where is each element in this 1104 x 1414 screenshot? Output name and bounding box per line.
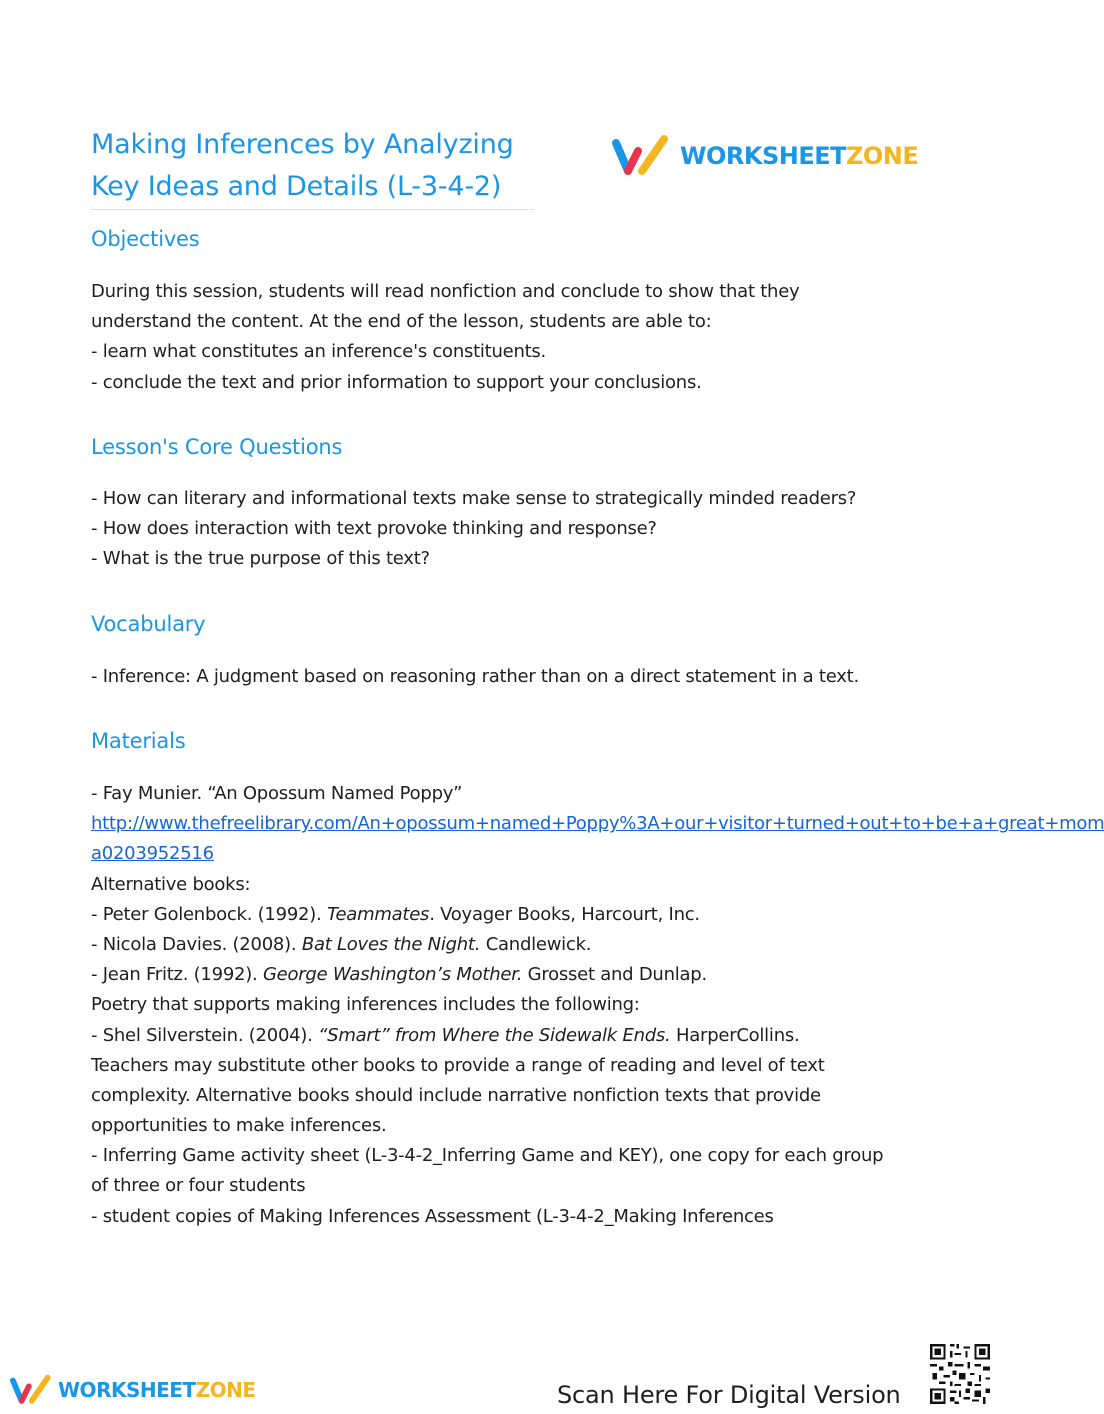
core-questions-heading: Lesson's Core Questions bbox=[91, 435, 343, 459]
materials-line: of three or four students bbox=[91, 1175, 306, 1197]
materials-link-part2[interactable]: a0203952516 bbox=[91, 843, 214, 865]
materials-line: - Fay Munier. “An Opossum Named Poppy” bbox=[91, 783, 463, 804]
objectives-line: During this session, students will read nonfiction and conclude to show that they bbox=[91, 281, 800, 302]
title-divider bbox=[91, 209, 534, 210]
materials-heading: Materials bbox=[91, 729, 186, 753]
materials-line: opportunities to make inferences. bbox=[91, 1115, 387, 1137]
book-title: Bat Loves the Night. bbox=[301, 933, 481, 955]
logo-wordmark bbox=[680, 142, 918, 170]
vocabulary-line: - Inference: A judgment based on reasoning rather than on a direct statement in a text. bbox=[91, 666, 859, 687]
book-author: - Jean Fritz. (1992). bbox=[91, 964, 263, 986]
objectives-body bbox=[91, 277, 921, 398]
poem-author: - Shel Silverstein. (2004). bbox=[91, 1024, 319, 1046]
book-author: - Peter Golenbock. (1992). bbox=[91, 903, 327, 925]
core-question-line: - How does interaction with text provoke thinking and response? bbox=[91, 518, 657, 540]
footer-word-zone: ZONE bbox=[195, 1378, 256, 1402]
worksheetzone-w-icon bbox=[10, 1374, 52, 1406]
title-line-1: Making Inferences by Analyzing bbox=[91, 129, 514, 160]
book-entry bbox=[91, 930, 1000, 960]
book-author: - Nicola Davies. (2008). bbox=[91, 933, 302, 955]
materials-line: - Inferring Game activity sheet (L-3-4-2_Inferring Game and KEY), one copy for each group bbox=[91, 1145, 884, 1167]
vocabulary-body bbox=[91, 662, 921, 692]
book-publisher: . Voyager Books, Harcourt, Inc. bbox=[429, 903, 700, 925]
footer-logo-wordmark bbox=[58, 1378, 255, 1402]
page-title bbox=[91, 124, 531, 208]
materials-link[interactable] bbox=[91, 809, 1104, 839]
vocabulary-heading: Vocabulary bbox=[91, 612, 206, 636]
materials-line: complexity. Alternative books should include narrative nonfiction texts that provide bbox=[91, 1084, 821, 1106]
materials-line: Teachers may substitute other books to provide a range of reading and level of text bbox=[91, 1054, 825, 1076]
objectives-line: understand the content. At the end of the lesson, students are able to: bbox=[91, 311, 712, 333]
qr-code-icon[interactable] bbox=[928, 1342, 992, 1406]
materials-line: - student copies of Making Inferences Assessment (L-3-4-2_Making Inferences bbox=[91, 1205, 774, 1227]
materials-link-part1[interactable]: http://www.thefreelibrary.com/An+opossum+named+Poppy%3A+our+visitor+turned+out+to+be+a+great+mom bbox=[91, 813, 1104, 835]
poetry-intro: Poetry that supports making inferences includes the following: bbox=[91, 994, 640, 1016]
objectives-heading: Objectives bbox=[91, 227, 200, 251]
footer-logo[interactable] bbox=[10, 1374, 255, 1406]
book-entry bbox=[91, 960, 1000, 990]
book-publisher: Candlewick. bbox=[480, 933, 592, 955]
book-title: Teammates bbox=[326, 903, 430, 925]
objectives-line: - conclude the text and prior information to support your conclusions. bbox=[91, 371, 702, 393]
worksheetzone-w-icon bbox=[612, 135, 670, 177]
objectives-line: - learn what constitutes an inference's constituents. bbox=[91, 341, 547, 363]
title-line-2: Key Ideas and Details (L-3-4-2) bbox=[91, 171, 502, 202]
core-question-line: - How can literary and informational texts make sense to strategically minded readers? bbox=[91, 488, 857, 509]
logo-word-worksheet: WORKSHEET bbox=[680, 142, 846, 170]
materials-body bbox=[91, 779, 1104, 1232]
worksheetzone-logo[interactable] bbox=[612, 134, 918, 178]
core-questions-body bbox=[91, 484, 921, 575]
core-question-line: - What is the true purpose of this text? bbox=[91, 548, 430, 570]
book-title: George Washington’s Mother. bbox=[262, 964, 523, 986]
book-publisher: Grosset and Dunlap. bbox=[522, 964, 707, 986]
poem-title: “Smart” from Where the Sidewalk Ends. bbox=[318, 1024, 671, 1046]
footer-word-worksheet: WORKSHEET bbox=[58, 1378, 196, 1402]
poem-publisher: HarperCollins. bbox=[670, 1024, 800, 1046]
logo-word-zone: ZONE bbox=[845, 142, 919, 170]
poem-entry bbox=[91, 1021, 1000, 1051]
materials-link-continued[interactable] bbox=[91, 839, 1000, 869]
alt-books-label: Alternative books: bbox=[91, 873, 251, 895]
book-entry bbox=[91, 900, 1000, 930]
scan-here-text: Scan Here For Digital Version bbox=[557, 1381, 901, 1409]
